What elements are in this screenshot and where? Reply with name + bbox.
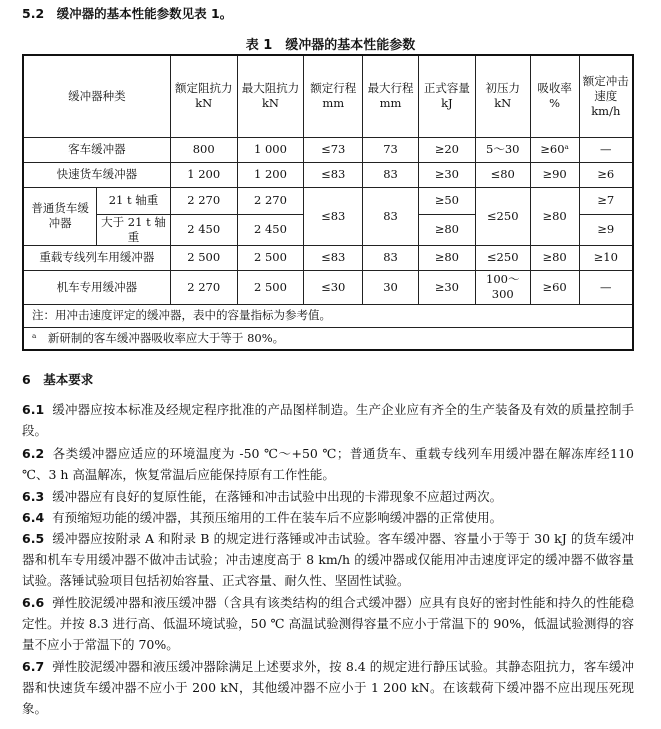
cell: ≤250 [475,187,530,245]
table-note: 注：用冲击速度评定的缓冲器，表中的容量指标为参考值。 [23,304,633,327]
row-label: 快速货车缓冲器 [23,162,170,187]
cell: ≥60ᵃ [530,137,579,162]
paragraph-6-3 [22,486,634,507]
header-rated-travel: 额定行程 mm [304,55,363,137]
cell: 2 500 [237,245,304,270]
cell: 73 [363,137,419,162]
cell: 1 000 [237,137,304,162]
table-caption: 表 1 缓冲器的基本性能参数 [245,38,416,53]
section-6-heading [22,372,93,388]
cell: ≥80 [530,187,579,245]
cell: 30 [363,270,419,304]
clause-text: 各类缓冲器应适应的环境温度为 -50 ℃～+50 ℃；普通货车、重载专线列车用缓冲器在解冻库经110 ℃、3 h 高温解冻，恢复常温后应能保持原有工作性能。 [22,446,634,482]
cell: ≥30 [418,270,475,304]
cell: 100～300 [475,270,530,304]
paragraph-6-4 [22,507,634,528]
table-footnote-row [23,327,633,350]
cell: — [579,270,633,304]
cell: — [579,137,633,162]
cell: ≥80 [418,214,475,245]
clause-number: 6.2 [22,446,45,461]
row-label: 客车缓冲器 [23,137,170,162]
clause-number: 6.1 [22,402,45,417]
paragraph-6-1 [22,399,634,441]
cell: 2 270 [237,187,304,214]
clause-number: 6.4 [22,510,45,525]
cell: ≥10 [579,245,633,270]
cell: 83 [363,245,419,270]
cell: ≥80 [530,245,579,270]
paragraph-6-7 [22,656,634,719]
clause-number: 6.3 [22,489,45,504]
cell: 83 [363,162,419,187]
cell: ≥60 [530,270,579,304]
cell: 2 270 [170,187,237,214]
cell: ≤250 [475,245,530,270]
cell: ≤83 [304,187,363,245]
paragraph-6-6 [22,592,634,655]
header-rated-speed: 额定冲击速度 km/h [579,55,633,137]
cell: ≥50 [418,187,475,214]
table-row [23,137,633,162]
row-label: 21 t 轴重 [97,187,171,214]
header-initial-pressure: 初压力 kN [475,55,530,137]
cell: 2 450 [237,214,304,245]
cell: ≥80 [418,245,475,270]
cell: ≥6 [579,162,633,187]
table-row [23,270,633,304]
cell: ≥20 [418,137,475,162]
header-max-travel: 最大行程 mm [363,55,419,137]
cell: 1 200 [237,162,304,187]
cell: ≥9 [579,214,633,245]
row-label: 大于 21 t 轴重 [97,214,171,245]
table-row [23,187,633,214]
clause-text: 有预缩短功能的缓冲器，其预压缩用的工件在装车后不应影响缓冲器的正常使用。 [52,510,503,525]
cell: ≤73 [304,137,363,162]
header-type: 缓冲器种类 [23,55,170,137]
clause-text: 弹性胶泥缓冲器和液压缓冲器除满足上述要求外，按 8.4 的规定进行静压试验。其静态阻抗力，客车缓冲器和快速货车缓冲器不应小于 200 kN，其他缓冲器不应小于 1 200 kN。在该载荷下缓冲器不应出现压死现象。 [22,659,634,716]
cell: ≤83 [304,245,363,270]
paragraph-6-5 [22,528,634,591]
cell: ≤30 [304,270,363,304]
cell: ≥90 [530,162,579,187]
row-label: 重载专线列车用缓冲器 [23,245,170,270]
clause-text: 弹性胶泥缓冲器和液压缓冲器（含具有该类结构的组合式缓冲器）应具有良好的密封性能和持久的性能稳定性。并按 8.3 进行高、低温环境试验，50 ℃ 高温试验测得容量不应小于常温下的 90%，低温试验测得的容量不应小于常温下的 70%。 [22,595,634,652]
cell: 2 500 [237,270,304,304]
clause-number: 6.7 [22,659,45,674]
header-rated-resist: 额定阻抗力 kN [170,55,237,137]
clause-text: 缓冲器应按附录 A 和附录 B 的规定进行落锤或冲击试验。客车缓冲器、容量小于等于 30 kJ 的货车缓冲器和机车专用缓冲器不做冲击试验；冲击速度高于 8 km/h 的缓冲器或仅能用冲击速度评定的缓冲器不做容量试验。落锤试验项目包括初始容量、正式容量、耐久性、坚固性试验。 [22,531,634,588]
header-absorption: 吸收率 % [530,55,579,137]
cell: 83 [363,187,419,245]
cell: ≤83 [304,162,363,187]
cell: 800 [170,137,237,162]
header-max-resist: 最大阻抗力 kN [237,55,304,137]
table-row [23,245,633,270]
header-row [23,55,633,137]
buffer-parameters-table [22,54,634,351]
table-footnote: ᵃ 新研制的客车缓冲器吸收率应大于等于 80%。 [23,327,633,350]
clause-text: 缓冲器应按本标准及经规定程序批准的产品图样制造。生产企业应有齐全的生产装备及有效的质量控制手段。 [22,402,634,438]
cell: 5～30 [475,137,530,162]
clause-number: 6.5 [22,531,45,546]
cell: ≤80 [475,162,530,187]
section-5-2-heading: 5.2 缓冲器的基本性能参数见表 1。 [22,6,233,21]
cell: 2 270 [170,270,237,304]
table-note-row [23,304,633,327]
cell: 1 200 [170,162,237,187]
paragraph-6-2 [22,443,634,485]
row-label: 机车专用缓冲器 [23,270,170,304]
table-row [23,162,633,187]
section-number: 6 [22,372,31,387]
section-title: 基本要求 [43,372,94,387]
cell: ≥30 [418,162,475,187]
clause-text: 缓冲器应有良好的复原性能，在落锤和冲击试验中出现的卡滞现象不应超过两次。 [52,489,503,504]
row-group-label: 普通货车缓冲器 [23,187,97,245]
cell: 2 450 [170,214,237,245]
header-capacity: 正式容量 kJ [418,55,475,137]
cell: ≥7 [579,187,633,214]
clause-number: 6.6 [22,595,45,610]
cell: 2 500 [170,245,237,270]
